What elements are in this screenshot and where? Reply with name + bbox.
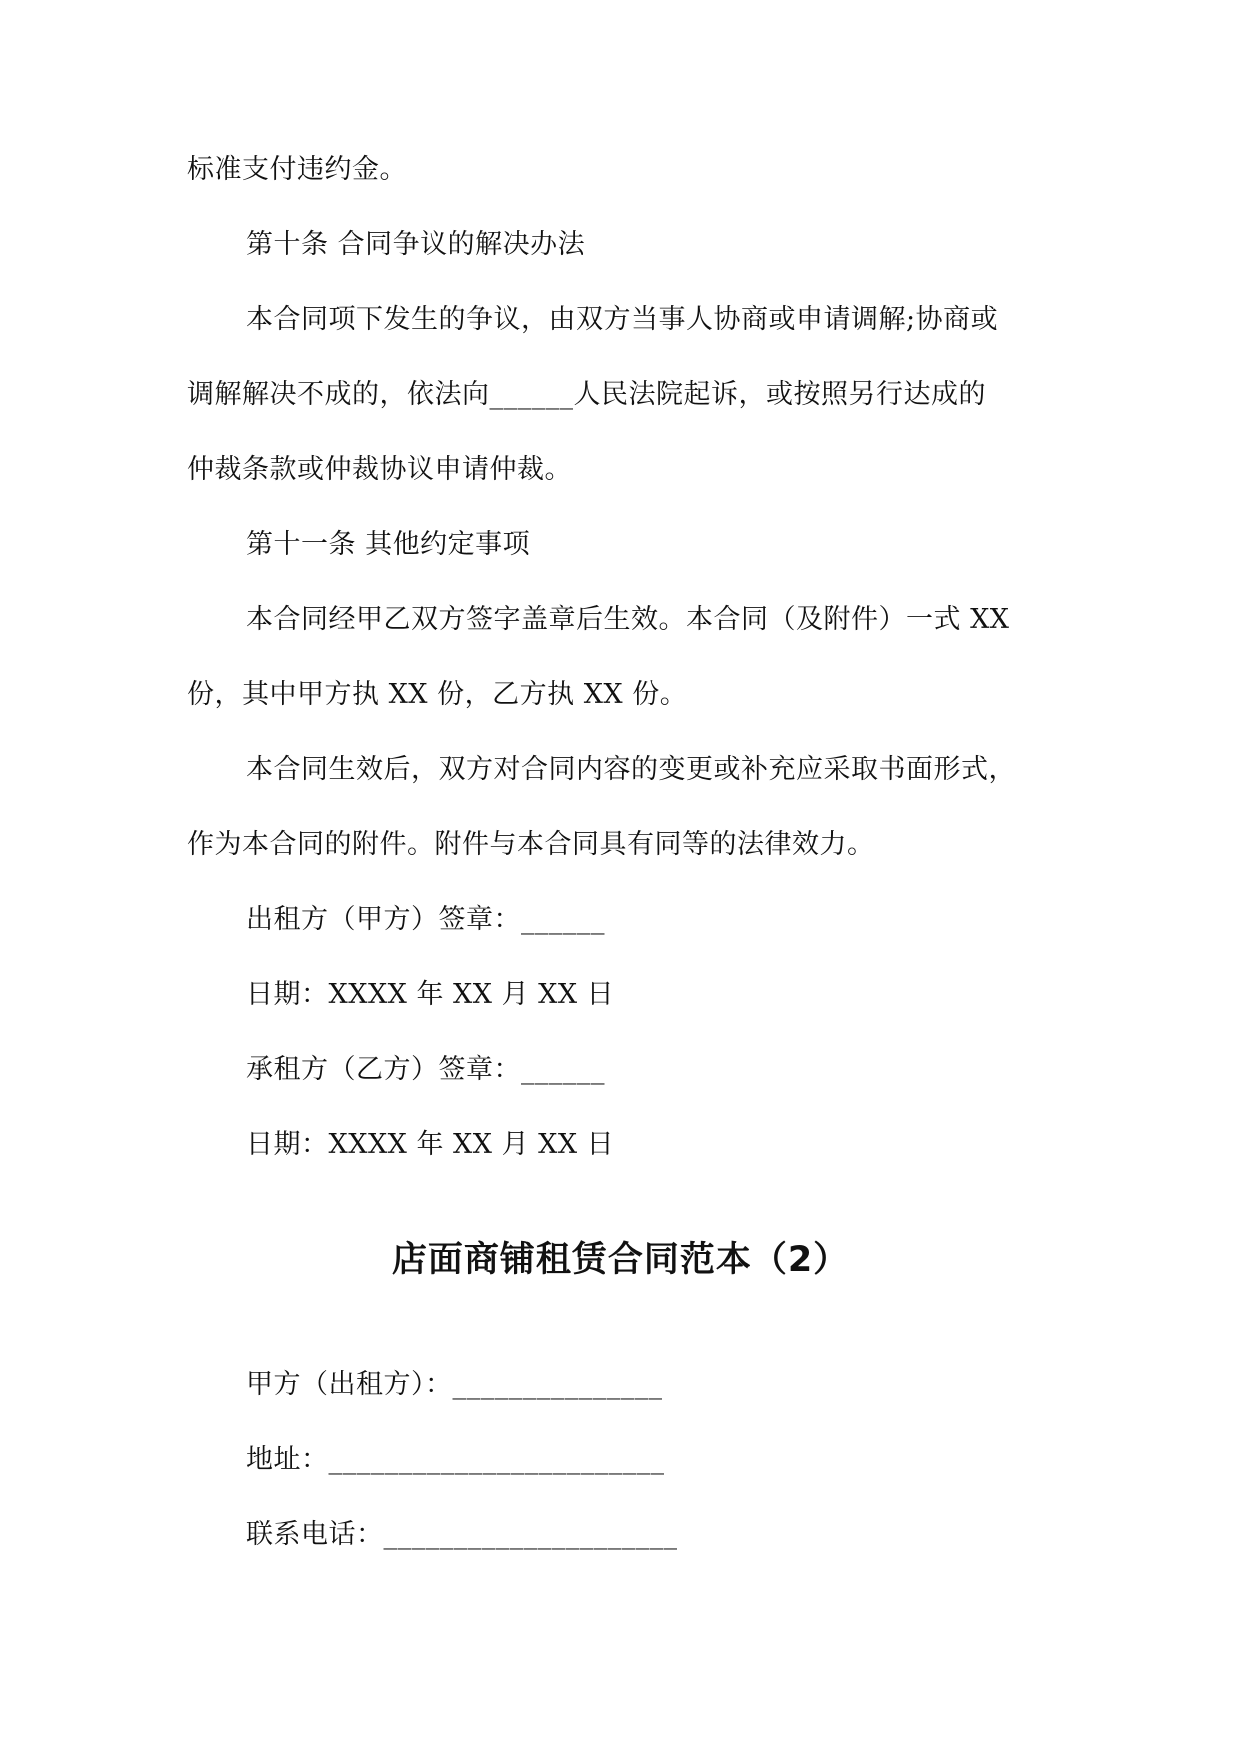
phone-field: 联系电话：_____________________	[246, 1519, 678, 1550]
lessor-signature: 出租方（甲方）签章：______	[246, 904, 605, 935]
lessee-signature: 承租方（乙方）签章：______	[246, 1054, 605, 1085]
lessor-date: 日期：XXXX 年 XX 月 XX 日	[246, 979, 615, 1010]
article-10-line-2: 调解解决不成的，依法向______人民法院起诉，或按照另行达成的	[187, 379, 986, 410]
party-a-field: 甲方（出租方）：_______________	[246, 1369, 663, 1400]
address-field: 地址：________________________	[246, 1444, 665, 1475]
contract-2-title: 店面商铺租赁合同范本（2）	[391, 1240, 850, 1280]
article-11-para-2-line-2: 作为本合同的附件。附件与本合同具有同等的法律效力。	[187, 829, 875, 860]
article-11-para-1-line-2: 份，其中甲方执 XX 份，乙方执 XX 份。	[187, 679, 688, 710]
penalty-clause-end: 标准支付违约金。	[187, 154, 407, 185]
article-11-para-1-line-1: 本合同经甲乙双方签字盖章后生效。本合同（及附件）一式 XX	[246, 604, 1010, 635]
article-11-para-2-line-1: 本合同生效后，双方对合同内容的变更或补充应采取书面形式，	[246, 754, 1016, 785]
article-10-line-3: 仲裁条款或仲裁协议申请仲裁。	[187, 454, 572, 485]
article-10-line-1: 本合同项下发生的争议，由双方当事人协商或申请调解;协商或	[246, 304, 999, 335]
lessee-date: 日期：XXXX 年 XX 月 XX 日	[246, 1129, 615, 1160]
article-10-title: 第十条 合同争议的解决办法	[246, 229, 586, 260]
article-11-title: 第十一条 其他约定事项	[246, 529, 531, 560]
